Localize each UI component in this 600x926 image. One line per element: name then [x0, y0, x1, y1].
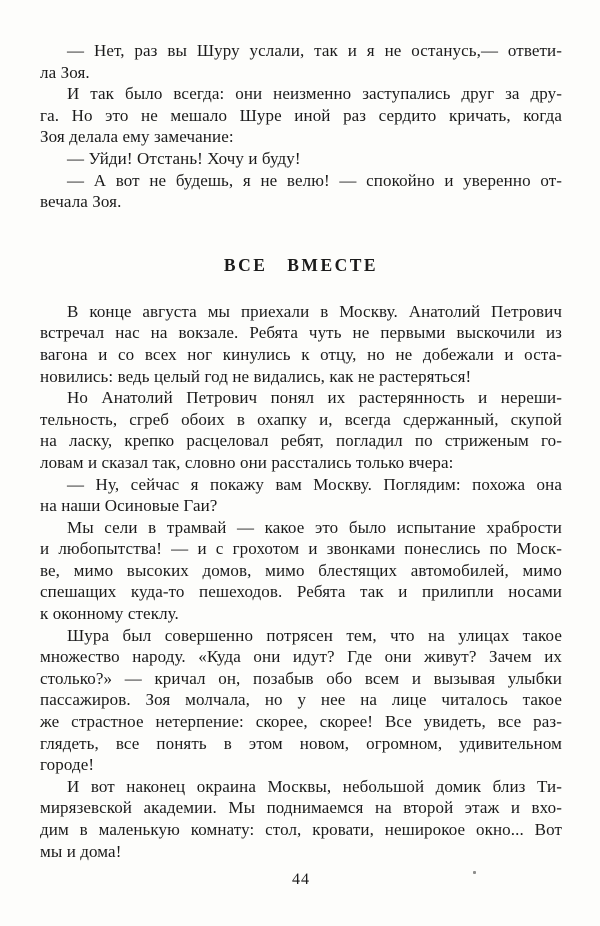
paragraph [40, 625, 562, 776]
chapter-heading: ВСЕ ВМЕСТЕ [223, 254, 379, 275]
text-line: Мы сели в трамвай — какое это было испытание храбрости [67, 517, 562, 537]
text-line: И вот наконец окраина Москвы, небольшой домик близ Ти- [67, 776, 562, 796]
scan-artifact-dot [473, 871, 476, 874]
text-line: Зоя делала ему замечание: [40, 127, 234, 147]
text-line: множество народу. «Куда они идут? Где они живут? Зачем их [40, 647, 562, 667]
text-line: ловам и сказал так, словно они расстались только вчера: [40, 452, 454, 472]
text-line: вечала Зоя. [40, 192, 122, 212]
text-line: ве, мимо высоких домов, мимо блестящих автомобилей, мимо [40, 560, 562, 580]
text-line: глядеть, все понять в этом новом, огромном, удивительном [40, 733, 562, 753]
text-line: тельность, сгреб обоих в охапку и, всегда сдержанный, скупой [40, 409, 562, 429]
text-line: — Уйди! Отстань! Хочу и буду! [67, 148, 301, 168]
text-line: ла Зоя. [40, 62, 90, 82]
text-line: и любопытства! — и с грохотом и звонками понеслись по Моск- [40, 539, 562, 559]
text-line: — Нет, раз вы Шуру услали, так и я не останусь,— ответи- [67, 41, 562, 60]
text-line: И так было всегда: они неизменно заступались друг за дру- [67, 84, 562, 104]
text-line: же страстное нетерпение: скорее, скорее! Все увидеть, все раз- [40, 712, 562, 732]
paragraph [40, 40, 562, 83]
text-line: спешащих куда-то пешеходов. Ребята так и прилипли носами [40, 582, 562, 602]
text-block [40, 40, 562, 862]
text-line: В конце августа мы приехали в Москву. Анатолий Петрович [67, 301, 562, 321]
text-line: Шура был совершенно потрясен тем, что на улицах такое [67, 625, 562, 645]
text-line: на ласку, крепко расцеловал ребят, погладил по стриженым го- [40, 431, 562, 451]
paragraph [40, 301, 562, 387]
text-line: вагона и со всех ног кинулись к отцу, но не добежали и оста- [40, 344, 562, 364]
paragraph [40, 517, 562, 625]
text-line: мирязевской академии. Мы поднимаемся на второй этаж и вхо- [40, 798, 562, 818]
text-line: дим в маленькую комнату: стол, кровати, неширокое окно... Вот [40, 820, 562, 839]
text-line: мы и дома! [40, 841, 122, 861]
paragraph [40, 387, 562, 473]
text-line: — А вот не будешь, я не велю! — спокойно и уверенно от- [67, 170, 562, 190]
paragraph [40, 776, 562, 862]
text-line: встречал нас на вокзале. Ребята чуть не первыми выскочили из [40, 323, 562, 343]
text-line: га. Но это не мешало Шуре иной раз сердито кричать, когда [40, 105, 562, 125]
text-line: на наши Осиновые Гаи? [40, 496, 218, 516]
text-line: столько?» — кричал он, позабыв обо всем и вызывая улыбки [40, 668, 562, 688]
text-line: новились: ведь целый год не видались, как не растеряться! [40, 366, 472, 386]
text-line: — Ну, сейчас я покажу вам Москву. Поглядим: похожа она [67, 474, 562, 494]
text-line: городе! [40, 755, 95, 775]
text-line: Но Анатолий Петрович понял их растерянность и нереши- [67, 388, 562, 408]
page-number: 44 [292, 871, 310, 889]
paragraph [40, 83, 562, 148]
text-line: к оконному стеклу. [40, 604, 179, 624]
text-line: пассажиров. Зоя молчала, но у нее на лице читалось такое [40, 690, 562, 710]
paragraph [40, 474, 562, 517]
paragraph [40, 148, 562, 170]
paragraph [40, 170, 562, 213]
